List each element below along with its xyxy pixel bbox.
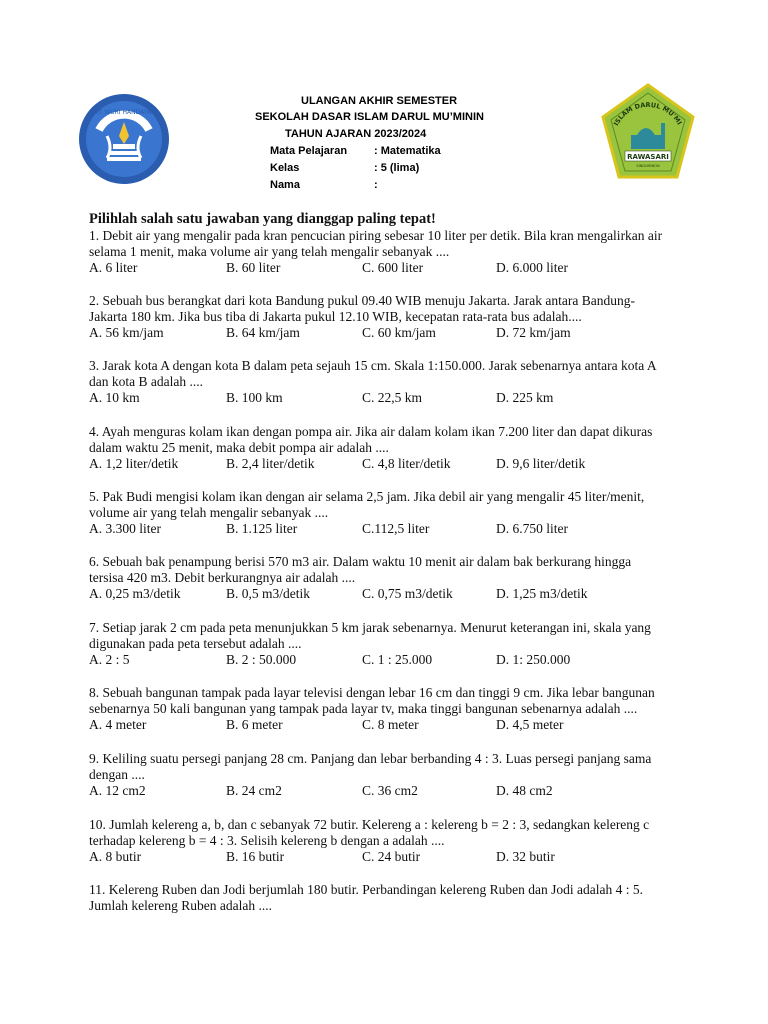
school-logo — [601, 83, 695, 181]
question-text-line: 6. Sebuah bak penampung berisi 570 m3 air. Dalam waktu 10 menit air dalam bak berkurang hingga — [89, 554, 632, 569]
option-c: C. 0,75 m3/detik — [362, 586, 453, 601]
option-d: D. 1: 250.000 — [496, 652, 571, 667]
option-c: C. 36 cm2 — [362, 783, 418, 798]
question-2 — [89, 293, 689, 341]
option-c: C. 1 : 25.000 — [362, 652, 433, 667]
name-label: Nama — [270, 179, 300, 191]
option-d: D. 32 butir — [496, 849, 555, 864]
option-a: A. 1,2 liter/detik — [89, 456, 179, 471]
question-7 — [89, 620, 689, 668]
option-b: B. 1.125 liter — [226, 521, 298, 536]
question-1 — [89, 228, 689, 276]
answer-options — [89, 325, 689, 341]
logo-right-sub-text: SINDUMINON — [636, 164, 660, 168]
option-c: C. 4,8 liter/detik — [362, 456, 451, 471]
question-3 — [89, 358, 689, 406]
option-a: A. 56 km/jam — [89, 325, 164, 340]
option-b: B. 64 km/jam — [226, 325, 300, 340]
option-d: D. 4,5 meter — [496, 717, 564, 732]
logo-left-text: TUT WURI HANDAYANI — [90, 109, 158, 116]
question-text-line: 5. Pak Budi mengisi kolam ikan dengan air selama 2,5 jam. Jika debil air yang mengalir 45 liter/menit, — [89, 489, 645, 504]
option-c: C. 60 km/jam — [362, 325, 436, 340]
option-d: D. 6.000 liter — [496, 260, 568, 275]
option-b: B. 16 butir — [226, 849, 285, 864]
option-b: B. 0,5 m3/detik — [226, 586, 310, 601]
option-a: A. 6 liter — [89, 260, 138, 275]
question-text-line: dalam waktu 25 menit, maka debit pompa air adalah .... — [89, 440, 389, 455]
academic-year: TAHUN AJARAN 2023/2024 — [285, 128, 427, 140]
instruction: Pilihlah salah satu jawaban yang dianggap paling tepat! — [89, 211, 436, 227]
school-name: SEKOLAH DASAR ISLAM DARUL MU’MININ — [255, 111, 484, 123]
subject-label: Mata Pelajaran — [270, 145, 348, 157]
question-text-line: digunakan pada peta tersebut adalah .... — [89, 636, 302, 651]
option-b: B. 2,4 liter/detik — [226, 456, 315, 471]
question-10 — [89, 817, 689, 865]
option-b: B. 24 cm2 — [226, 783, 282, 798]
answer-options — [89, 521, 689, 537]
answer-options — [89, 652, 689, 668]
tut-wuri-handayani-logo — [77, 92, 171, 186]
option-b: B. 2 : 50.000 — [226, 652, 297, 667]
option-a: A. 10 km — [89, 390, 140, 405]
answer-options — [89, 586, 689, 602]
question-5 — [89, 489, 689, 537]
question-text-line: 2. Sebuah bus berangkat dari kota Bandung pukul 09.40 WIB menuju Jakarta. Jarak antara Bandung- — [89, 293, 635, 308]
option-c: C.112,5 liter — [362, 521, 430, 536]
option-a: A. 3.300 liter — [89, 521, 161, 536]
answer-options — [89, 783, 689, 799]
question-text-line: 8. Sebuah bangunan tampak pada layar televisi dengan lebar 16 cm dan tinggi 9 cm. Jika lebar bangunan — [89, 685, 655, 700]
exam-title: ULANGAN AKHIR SEMESTER — [301, 95, 458, 107]
question-text-line: Jakarta 180 km. Jika bus tiba di Jakarta pukul 12.10 WIB, kecepatan rata-rata bus adalah.... — [89, 309, 582, 324]
logo-right-bottom-text: RAWASARI — [627, 153, 669, 161]
question-8 — [89, 685, 689, 733]
question-6 — [89, 554, 689, 602]
class-label: Kelas — [270, 162, 300, 174]
question-text-line: 10. Jumlah kelereng a, b, dan c sebanyak 72 butir. Kelereng a : kelereng b = 2 : 3, sedangkan kelereng c — [89, 817, 650, 832]
question-text-line: 11. Kelereng Ruben dan Jodi berjumlah 180 butir. Perbandingan kelereng Ruben dan Jodi adalah 4 : 5. — [89, 882, 643, 897]
question-4 — [89, 424, 689, 472]
option-c: C. 24 butir — [362, 849, 421, 864]
question-9 — [89, 751, 689, 799]
question-text-line: terhadap kelereng b = 4 : 3. Selisih kelereng b dengan a adalah .... — [89, 833, 445, 848]
option-a: A. 12 cm2 — [89, 783, 146, 798]
option-d: D. 6.750 liter — [496, 521, 568, 536]
option-c: C. 8 meter — [362, 717, 419, 732]
question-text-line: dengan .... — [89, 767, 145, 782]
question-text-line: sebenarnya 50 kali bangunan yang tampak pada layar tv, maka tinggi bangunan sebenarnya adalah .... — [89, 701, 638, 716]
option-a: A. 2 : 5 — [89, 652, 130, 667]
option-b: B. 6 meter — [226, 717, 283, 732]
question-text-line: tersisa 420 m3. Debit berkurangnya air adalah .... — [89, 570, 356, 585]
option-d: D. 72 km/jam — [496, 325, 571, 340]
option-c: C. 600 liter — [362, 260, 424, 275]
question-text-line: dan kota B adalah .... — [89, 374, 203, 389]
question-text-line: 1. Debit air yang mengalir pada kran pencucian piring sebesar 10 liter per detik. Bila kran mengalirkan air — [89, 228, 663, 243]
answer-options — [89, 260, 689, 276]
option-b: B. 100 km — [226, 390, 283, 405]
option-b: B. 60 liter — [226, 260, 281, 275]
class-value: : 5 (lima) — [374, 162, 420, 174]
option-d: D. 48 cm2 — [496, 783, 553, 798]
question-11 — [89, 882, 689, 914]
option-d: D. 9,6 liter/detik — [496, 456, 586, 471]
answer-options — [89, 849, 689, 865]
option-a: A. 4 meter — [89, 717, 147, 732]
question-text-line: selama 1 menit, maka volume air yang telah mengalir sebanyak .... — [89, 244, 450, 259]
question-text-line: 3. Jarak kota A dengan kota B dalam peta sejauh 15 cm. Skala 1:150.000. Jarak sebenarnya antara kota A — [89, 358, 657, 373]
option-a: A. 8 butir — [89, 849, 142, 864]
name-value: : — [374, 179, 378, 191]
option-a: A. 0,25 m3/detik — [89, 586, 181, 601]
question-text-line: volume air yang telah mengalir sebanyak .... — [89, 505, 329, 520]
question-text-line: 4. Ayah menguras kolam ikan dengan pompa air. Jika air dalam kolam ikan 7.200 liter dan dapat dikuras — [89, 424, 653, 439]
option-d: D. 1,25 m3/detik — [496, 586, 588, 601]
answer-options — [89, 456, 689, 472]
question-text-line: 9. Keliling suatu persegi panjang 28 cm. Panjang dan lebar berbanding 4 : 3. Luas persegi panjang sama — [89, 751, 652, 766]
option-d: D. 225 km — [496, 390, 554, 405]
option-c: C. 22,5 km — [362, 390, 423, 405]
question-text-line: 7. Setiap jarak 2 cm pada peta menunjukkan 5 km jarak sebenarnya. Menurut keterangan ini, skala yang — [89, 620, 651, 635]
answer-options — [89, 390, 689, 406]
question-text-line: Jumlah kelereng Ruben adalah .... — [89, 898, 272, 913]
subject-value: : Matematika — [374, 145, 441, 157]
logo-right-top-text: ISLAM DARUL MU'MI — [612, 100, 684, 128]
answer-options — [89, 717, 689, 733]
